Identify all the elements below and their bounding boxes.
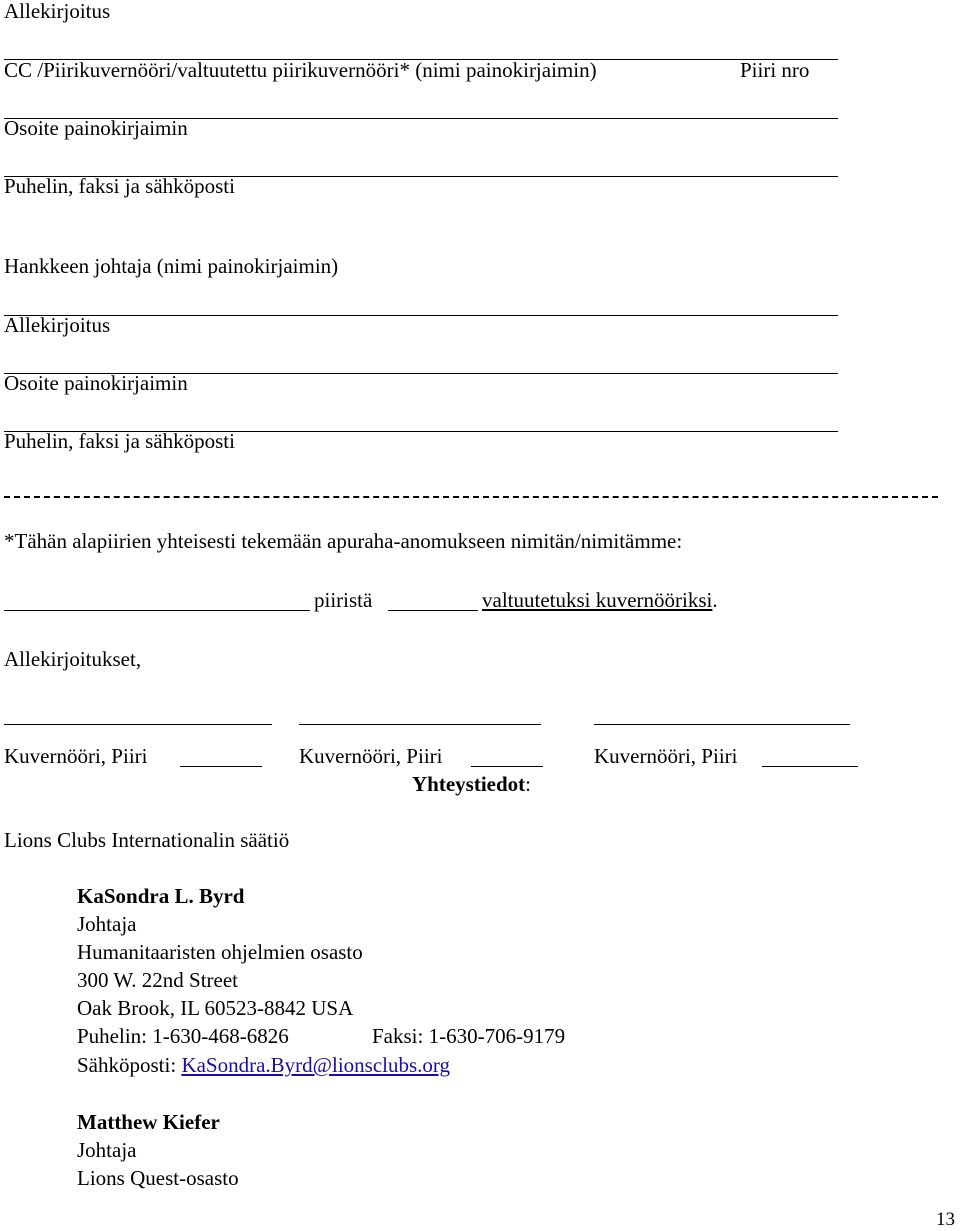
governor-district-line-3[interactable]	[762, 766, 858, 767]
contact1-fax: Faksi: 1-630-706-9179	[372, 1024, 566, 1048]
contact1-email-link[interactable]: KaSondra.Byrd@lionsclubs.org	[181, 1053, 451, 1077]
appointment-district-line[interactable]	[4, 610, 310, 611]
contact1-email-row	[77, 1055, 450, 1076]
governor-district-line-1[interactable]	[180, 766, 262, 767]
appointment-period: .	[712, 588, 718, 612]
governor-district-line-2[interactable]	[471, 766, 543, 767]
project-leader-signature-line[interactable]	[4, 315, 838, 316]
contact1-title: Johtaja	[77, 912, 137, 936]
governor-signature-line-3[interactable]	[594, 724, 850, 725]
governor-signature-line-1[interactable]	[4, 724, 272, 725]
contact2-name: Matthew Kiefer	[77, 1110, 220, 1134]
signature-label: Allekirjoitus	[4, 0, 111, 23]
governor-label-1: Kuvernööri, Piiri	[4, 744, 148, 768]
contact-label: Puhelin, faksi ja sähköposti	[4, 174, 235, 198]
signatures-label: Allekirjoitukset,	[4, 647, 142, 671]
contacts-heading	[412, 774, 531, 795]
appointment-from-district: piiristä	[314, 588, 373, 612]
contact1-city: Oak Brook, IL 60523-8842 USA	[77, 996, 354, 1020]
contact1-department: Humanitaaristen ohjelmien osasto	[77, 940, 363, 964]
page-number: 13	[936, 1209, 955, 1230]
governor-label-2: Kuvernööri, Piiri	[299, 744, 443, 768]
contacts-heading-colon: :	[525, 772, 531, 796]
project-leader-name-label: Hankkeen johtaja (nimi painokirjaimin)	[4, 254, 339, 278]
project-leader-address-label: Osoite painokirjaimin	[4, 371, 188, 395]
project-leader-contact-label: Puhelin, faksi ja sähköposti	[4, 429, 235, 453]
project-leader-signature-label: Allekirjoitus	[4, 313, 111, 337]
governor-label-3: Kuvernööri, Piiri	[594, 744, 738, 768]
contact2-title: Johtaja	[77, 1138, 137, 1162]
cc-line-label: CC /Piirikuvernööri/valtuutettu piirikuvernööri* (nimi painokirjaimin)	[4, 58, 597, 82]
appointment-authorized-text: valtuutetuksi kuvernööriksi	[482, 588, 713, 612]
contacts-heading-text: Yhteystiedot	[412, 772, 526, 796]
governor-signature-line-2[interactable]	[299, 724, 541, 725]
contact1-street: 300 W. 22nd Street	[77, 968, 238, 992]
contact1-email-label: Sähköposti:	[77, 1053, 182, 1077]
appointment-authorized	[482, 590, 718, 611]
dashed-separator	[4, 496, 938, 498]
contact2-department: Lions Quest-osasto	[77, 1166, 239, 1190]
appointment-number-line[interactable]	[388, 610, 478, 611]
address-label: Osoite painokirjaimin	[4, 116, 188, 140]
organization-name: Lions Clubs Internationalin säätiö	[4, 828, 290, 852]
contact1-name: KaSondra L. Byrd	[77, 884, 245, 908]
contact1-phone: Puhelin: 1-630-468-6826	[77, 1024, 289, 1048]
appointment-intro: *Tähän alapiirien yhteisesti tekemään apuraha-anomukseen nimitän/nimitämme:	[4, 529, 683, 553]
district-no-label: Piiri nro	[740, 58, 810, 82]
